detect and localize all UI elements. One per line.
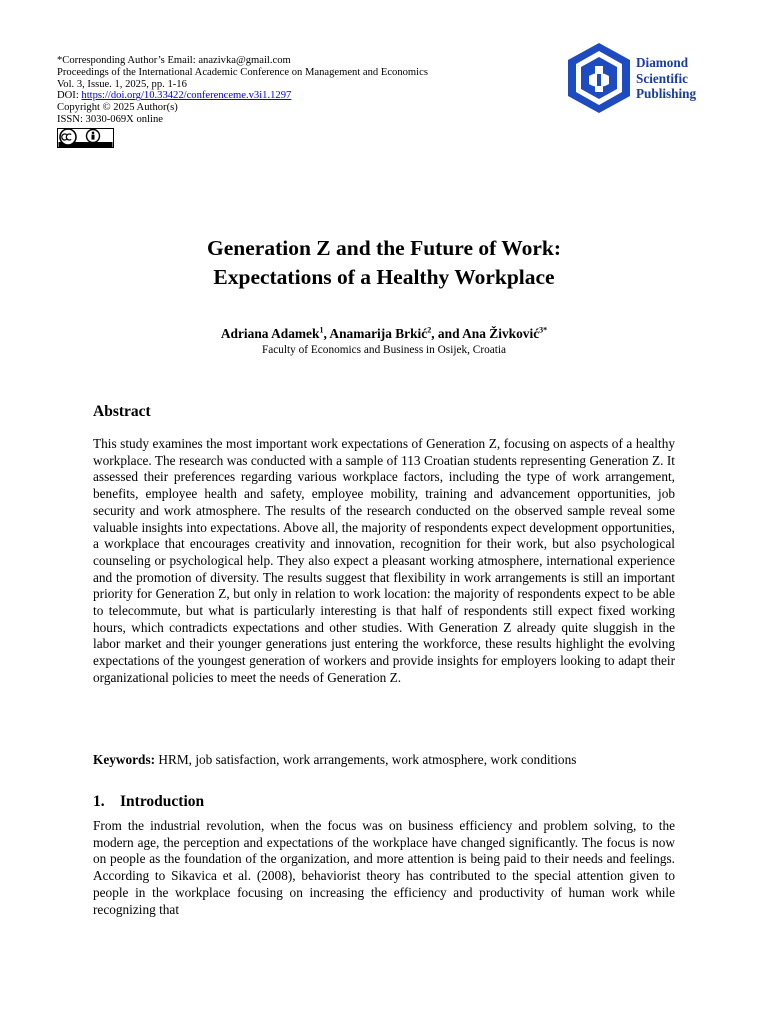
section-number: 1. xyxy=(93,793,105,810)
author-affiliation-mark: 3* xyxy=(539,325,548,335)
doi-line xyxy=(57,90,517,102)
author-separator: , and xyxy=(431,326,463,341)
publisher-name xyxy=(636,55,696,102)
section-title: Introduction xyxy=(120,793,205,810)
publisher-logo xyxy=(566,42,716,114)
publisher-line-2: Scientific xyxy=(636,70,689,86)
abstract-heading: Abstract xyxy=(93,403,151,420)
publisher-line-1: Diamond xyxy=(636,55,689,70)
cc-by-icon[interactable] xyxy=(57,128,114,148)
author-list xyxy=(0,326,768,342)
paper-metadata xyxy=(57,55,517,148)
issn: ISSN: 3030-069X online xyxy=(57,113,163,125)
title-line-2: Expectations of a Healthy Workplace xyxy=(213,265,555,289)
author-name: Ana Živković xyxy=(462,326,540,341)
introduction-text: From the industrial revolution, when the focus was on business efficiency and problem solving, to the modern age, the perception and expectations of the workplace have changed significantly. The focus is now on people as the foundation of the organization, and more attention is being paid to their needs and feelings. According to Sikavica et al. (2008), behaviorist theory has contributed to the special attention given to people in the workplace focusing on increasing the efficiency and productivity of human work while recognizing that xyxy=(93,818,675,917)
doi-link[interactable]: https://doi.org/10.33422/conferenceme.v3i1.1297 xyxy=(81,90,292,102)
keywords xyxy=(93,752,693,768)
keywords-label: Keywords: xyxy=(93,752,156,767)
volume-info: Vol. 3, Issue. 1, 2025, pp. 1-16 xyxy=(57,78,187,90)
paper-title xyxy=(0,234,768,292)
diamond-logo-icon xyxy=(566,42,632,114)
doi-label: DOI: xyxy=(57,90,82,102)
keywords-list: HRM, job satisfaction, work arrangements, work atmosphere, work conditions xyxy=(155,752,577,767)
author-affiliation-mark: 2 xyxy=(427,325,432,335)
proceedings-name: Proceedings of the International Academic Conference on Management and Economics xyxy=(57,66,428,78)
copyright: Copyright © 2025 Author(s) xyxy=(57,102,178,114)
author-name: Adriana Adamek xyxy=(220,326,320,341)
corresponding-email: *Corresponding Author’s Email: anazivka@gmail.com xyxy=(57,55,291,66)
author-separator: , xyxy=(323,326,330,341)
title-line-1: Generation Z and the Future of Work: xyxy=(207,236,561,260)
author-name: Anamarija Brkić xyxy=(329,326,428,341)
author-affiliation-mark: 1 xyxy=(319,325,324,335)
affiliation: Faculty of Economics and Business in Osijek, Croatia xyxy=(261,344,507,356)
publisher-line-3: Publishing xyxy=(636,86,697,101)
abstract-text: This study examines the most important work expectations of Generation Z, focusing on aspects of a healthy workplace. The research was conducted with a sample of 113 Croatian students representing Generation Z. It assessed their preferences regarding various workplace factors, including the type of work arrangement, benefits, employee health and safety, employee mobility, training and advancement opportunities, job security and work atmosphere. The results of the research conducted on the observed sample reveal some valuable insights into expectations. Above all, the majority of respondents expect development opportunities, a workplace that encourages creativity and innovation, recognition for their work, but also psychological counseling or psychological help. They also expect a pleasant working atmosphere, international experience and the promotion of diversity. The results suggest that flexibility in work arrangements is still an important priority for Generation Z, but only in relation to work location: the majority of respondents expect to be able to telecommute, but what is particularly interesting is that half of respondents still expect fixed working hours, which contradicts expectations and other studies. With Generation Z already quite sluggish in the labor market and their younger generations just entering the workforce, these results highlight the evolving expectations of the youngest generation of workers and provide insights for employers looking to adapt their organizational policies to meet the needs of Generation Z. xyxy=(93,436,675,685)
introduction-heading xyxy=(93,793,204,811)
